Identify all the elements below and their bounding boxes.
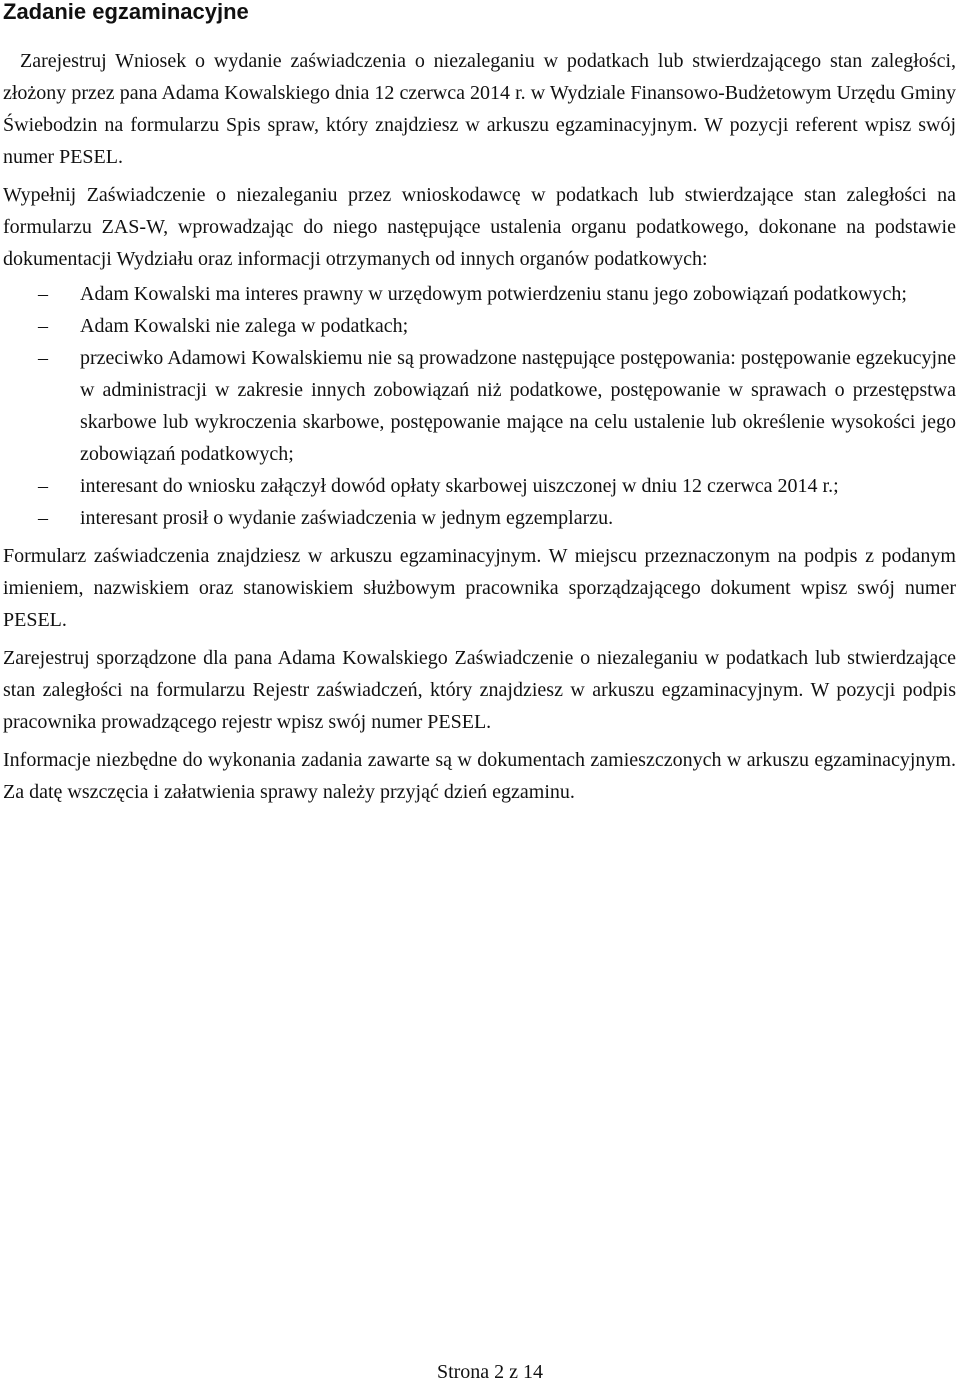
page-number: Strona 2 z 14 <box>436 1361 544 1383</box>
paragraph-register-certificate: Zarejestruj sporządzone dla pana Adama Kowalskiego Zaświadczenie o niezaleganiu w podatkach lub stwierdzające stan zaległości na formularzu Rejestr zaświadczeń, który znajdziesz w arkuszu egzaminacyjnym. W pozycji podpis pracownika prowadzącego rejestr wpisz swój numer PESEL. <box>3 647 956 733</box>
paragraph-form-location: Formularz zaświadczenia znajdziesz w arkuszu egzaminacyjnym. W miejscu przeznaczonym na podpis z podanym imieniem, nazwiskiem oraz stanowiskiem służbowym pracownika sporządzającego dokument wpisz swój numer PESEL. <box>3 545 956 631</box>
list-item-text: interesant prosił o wydanie zaświadczenia w jednym egzemplarzu. <box>80 507 614 529</box>
list-item <box>3 502 956 534</box>
paragraph-info: Informacje niezbędne do wykonania zadania zawarte są w dokumentach zamieszczonych w arkuszu egzaminacyjnym. Za datę wszczęcia i załatwienia sprawy należy przyjąć dzień egzaminu. <box>3 749 956 803</box>
dash-icon: – <box>38 315 48 337</box>
list-item-text: Adam Kowalski nie zalega w podatkach; <box>80 315 409 337</box>
list-item <box>3 342 956 470</box>
findings-list <box>3 278 956 534</box>
list-item-text: Adam Kowalski ma interes prawny w urzędowym potwierdzeniu stanu jego zobowiązań podatkowych; <box>80 283 907 305</box>
list-item-text: interesant do wniosku załączył dowód opłaty skarbowej uiszczonej w dniu 12 czerwca 2014 r.; <box>80 475 839 497</box>
list-item <box>3 310 956 342</box>
list-item <box>3 470 956 502</box>
document-body <box>3 45 956 814</box>
list-item-text: przeciwko Adamowi Kowalskiemu nie są prowadzone następujące postępowania: postępowanie egzekucyjne w administracji w zakresie innych zobowiązań niż podatkowe, postępowanie w sprawach o przestępstwa skarbowe lub wykroczenia skarbowe, postępowanie mające na celu ustalenie lub określenie wysokości jego zobowiązań podatkowych; <box>80 347 956 465</box>
dash-icon: – <box>38 283 48 305</box>
paragraph-fill-certificate: Wypełnij Zaświadczenie o niezaleganiu przez wnioskodawcę w podatkach lub stwierdzające stan zaległości na formularzu ZAS-W, wprowadzając do niego następujące ustalenia organu podatkowego, dokonane na podstawie dokumentacji Wydziału oraz informacji otrzymanych od innych organów podatkowych: <box>3 184 956 270</box>
dash-icon: – <box>38 475 48 497</box>
dash-icon: – <box>38 507 48 529</box>
paragraph-register-request: Zarejestruj Wniosek o wydanie zaświadczenia o niezaleganiu w podatkach lub stwierdzającego stan zaległości, złożony przez pana Adama Kowalskiego dnia 12 czerwca 2014 r. w Wydziale Finansowo-Budżetowym Urzędu Gminy Świebodzin na formularzu Spis spraw, który znajdziesz w arkuszu egzaminacyjnym. W pozycji referent wpisz swój numer PESEL. <box>3 50 956 168</box>
page-title: Zadanie egzaminacyjne <box>3 0 249 24</box>
list-item <box>3 278 956 310</box>
dash-icon: – <box>38 347 48 369</box>
